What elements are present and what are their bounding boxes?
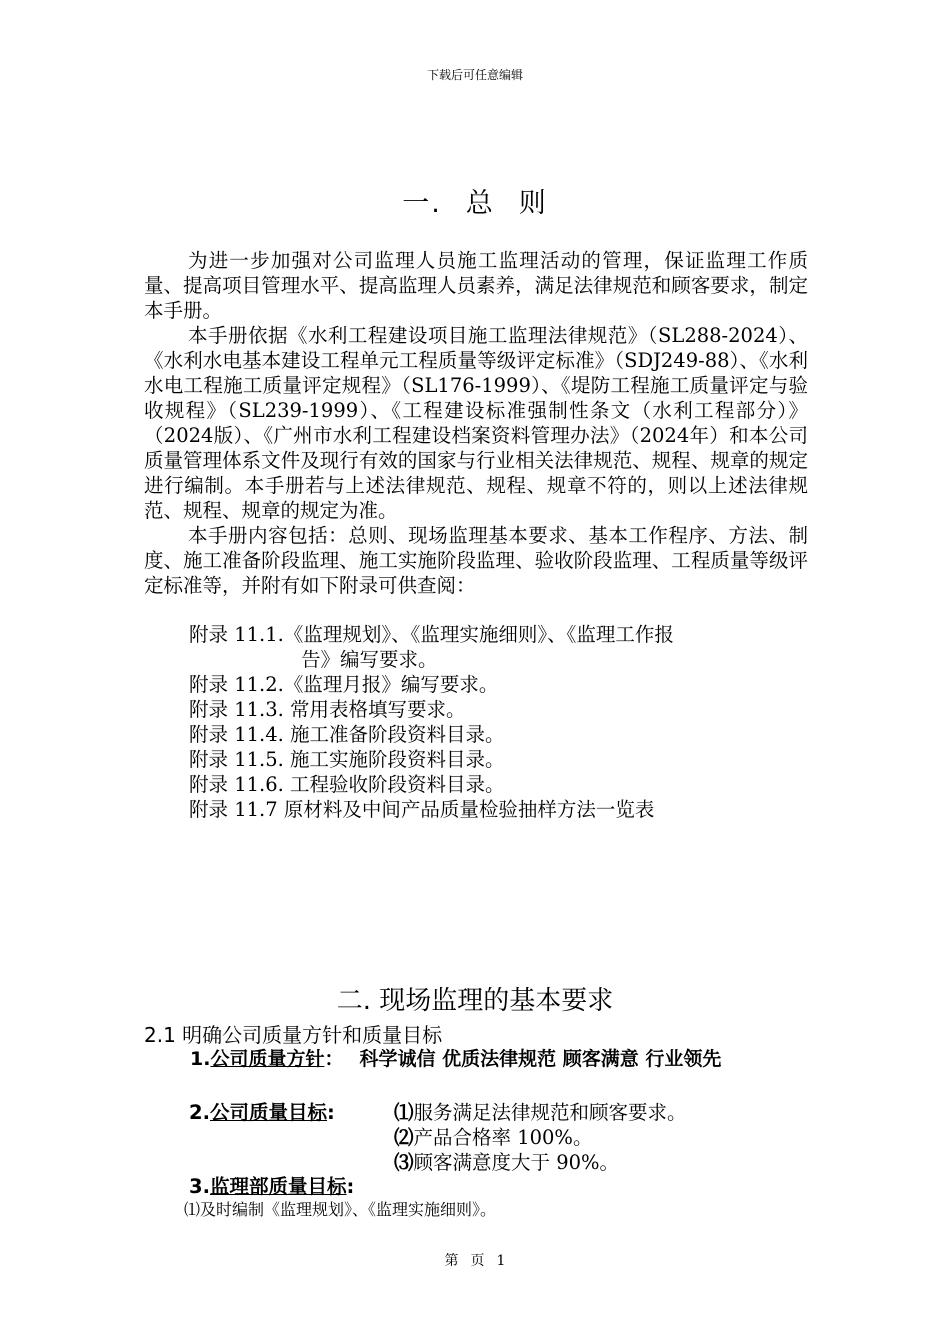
appendix-item: 附录 11.4. 施工准备阶段资料目录。 [189, 723, 505, 746]
policy-colon: ： [324, 1048, 344, 1070]
appendix-item: 附录 11.5. 施工实施阶段资料目录。 [189, 748, 505, 771]
goal-marker: ⑶ [394, 1151, 414, 1174]
appendix-list [189, 622, 674, 822]
appendix-item: 附录 11.1.《监理规划》、《监理实施细则》、《监理工作报 [189, 623, 674, 646]
goals-number: 2. [189, 1101, 210, 1124]
goal-item [394, 1122, 592, 1150]
paragraph: 为进一步加强对公司监理人员施工监理活动的管理，保证监理工作质量、提高项目管理水平、提高监理人员素养，满足法律规范和顾客要求，制定本手册。 [144, 249, 808, 322]
appendix-item: 附录 11.7 原材料及中间产品质量检验抽样方法一览表 [189, 798, 655, 821]
section-1-heading [0, 181, 950, 220]
subsection-heading: 2.1 明确公司质量方针和质量目标 [144, 1023, 443, 1047]
goal-text: 服务满足法律规范和顾客要求。 [413, 1101, 687, 1124]
quality-policy [144, 1046, 808, 1072]
appendix-item: 附录 11.3. 常用表格填写要求。 [189, 698, 466, 721]
goals-colon: : [327, 1101, 335, 1124]
policy-text: 科学诚信 优质法律规范 顾客满意 行业领先 [359, 1048, 722, 1070]
goal-text: 产品合格率 100%。 [413, 1126, 593, 1149]
section-1-title-b: 则 [518, 188, 548, 219]
page-number: 1 [496, 1253, 506, 1269]
paragraph: 本手册依据《水利工程建设项目施工监理法律规范》（SL288-2024）、《水利水电基本建设工程单元工程质量等级评定标准》（SDJ249-88）、《水利水电工程施工质量评定规程》（SL176-1999）、《堤防工程施工质量评定与验收规程》（SL239-1999）、《工程建设标准强制性条文（水利工程部分）》（2024版）、《广州市水利工程建设档案资料管理办法》（2024年）和本公司质量管理体系文件及现行有效的国家与行业相关法律规范、规程、规章的规定进行编制。本手册若与上述法律规范、规程、规章不符的，则以上述法律规范、规程、规章的规定为准。 [144, 324, 808, 522]
page-prefix: 第 [444, 1253, 459, 1269]
goal-item [394, 1097, 687, 1125]
paragraph: 本手册内容包括：总则、现场监理基本要求、基本工作程序、方法、制度、施工准备阶段监理、施工实施阶段监理、验收阶段监理、工程质量等级评定标准等，并附有如下附录可供查阅： [144, 524, 808, 597]
header-note: 下载后可任意编辑 [426, 68, 523, 82]
dept-colon: : [346, 1175, 355, 1198]
appendix-item: 附录 11.6. 工程验收阶段资料目录。 [189, 773, 505, 796]
page-suffix: 页 [470, 1253, 485, 1269]
section-1-title-a: 总 [465, 188, 495, 219]
appendix-item-continuation: 告》编写要求。 [301, 648, 438, 671]
section-1-body [144, 248, 808, 598]
dept-goal-item: ⑴及时编制《监理规划》、《监理实施细则》。 [184, 1200, 497, 1219]
policy-label: 公司质量方针 [210, 1048, 325, 1070]
quality-goals-label [189, 1097, 335, 1125]
appendix-item: 附录 11.2.《监理月报》编写要求。 [189, 673, 499, 696]
dept-goals-label [189, 1171, 354, 1199]
dept-label: 监理部质量目标 [209, 1175, 347, 1198]
goal-marker: ⑵ [394, 1126, 414, 1149]
section-2-heading: 二. 现场监理的基本要求 [336, 986, 614, 1016]
goal-marker: ⑴ [394, 1101, 414, 1124]
dept-number: 3. [189, 1175, 210, 1198]
goal-item [394, 1147, 619, 1175]
goals-label: 公司质量目标 [209, 1101, 327, 1124]
page-footer [0, 1250, 950, 1270]
section-1-number: 一. [402, 188, 442, 219]
goal-text: 顾客满意度大于 90%。 [413, 1151, 620, 1174]
policy-number: 1. [190, 1048, 211, 1070]
